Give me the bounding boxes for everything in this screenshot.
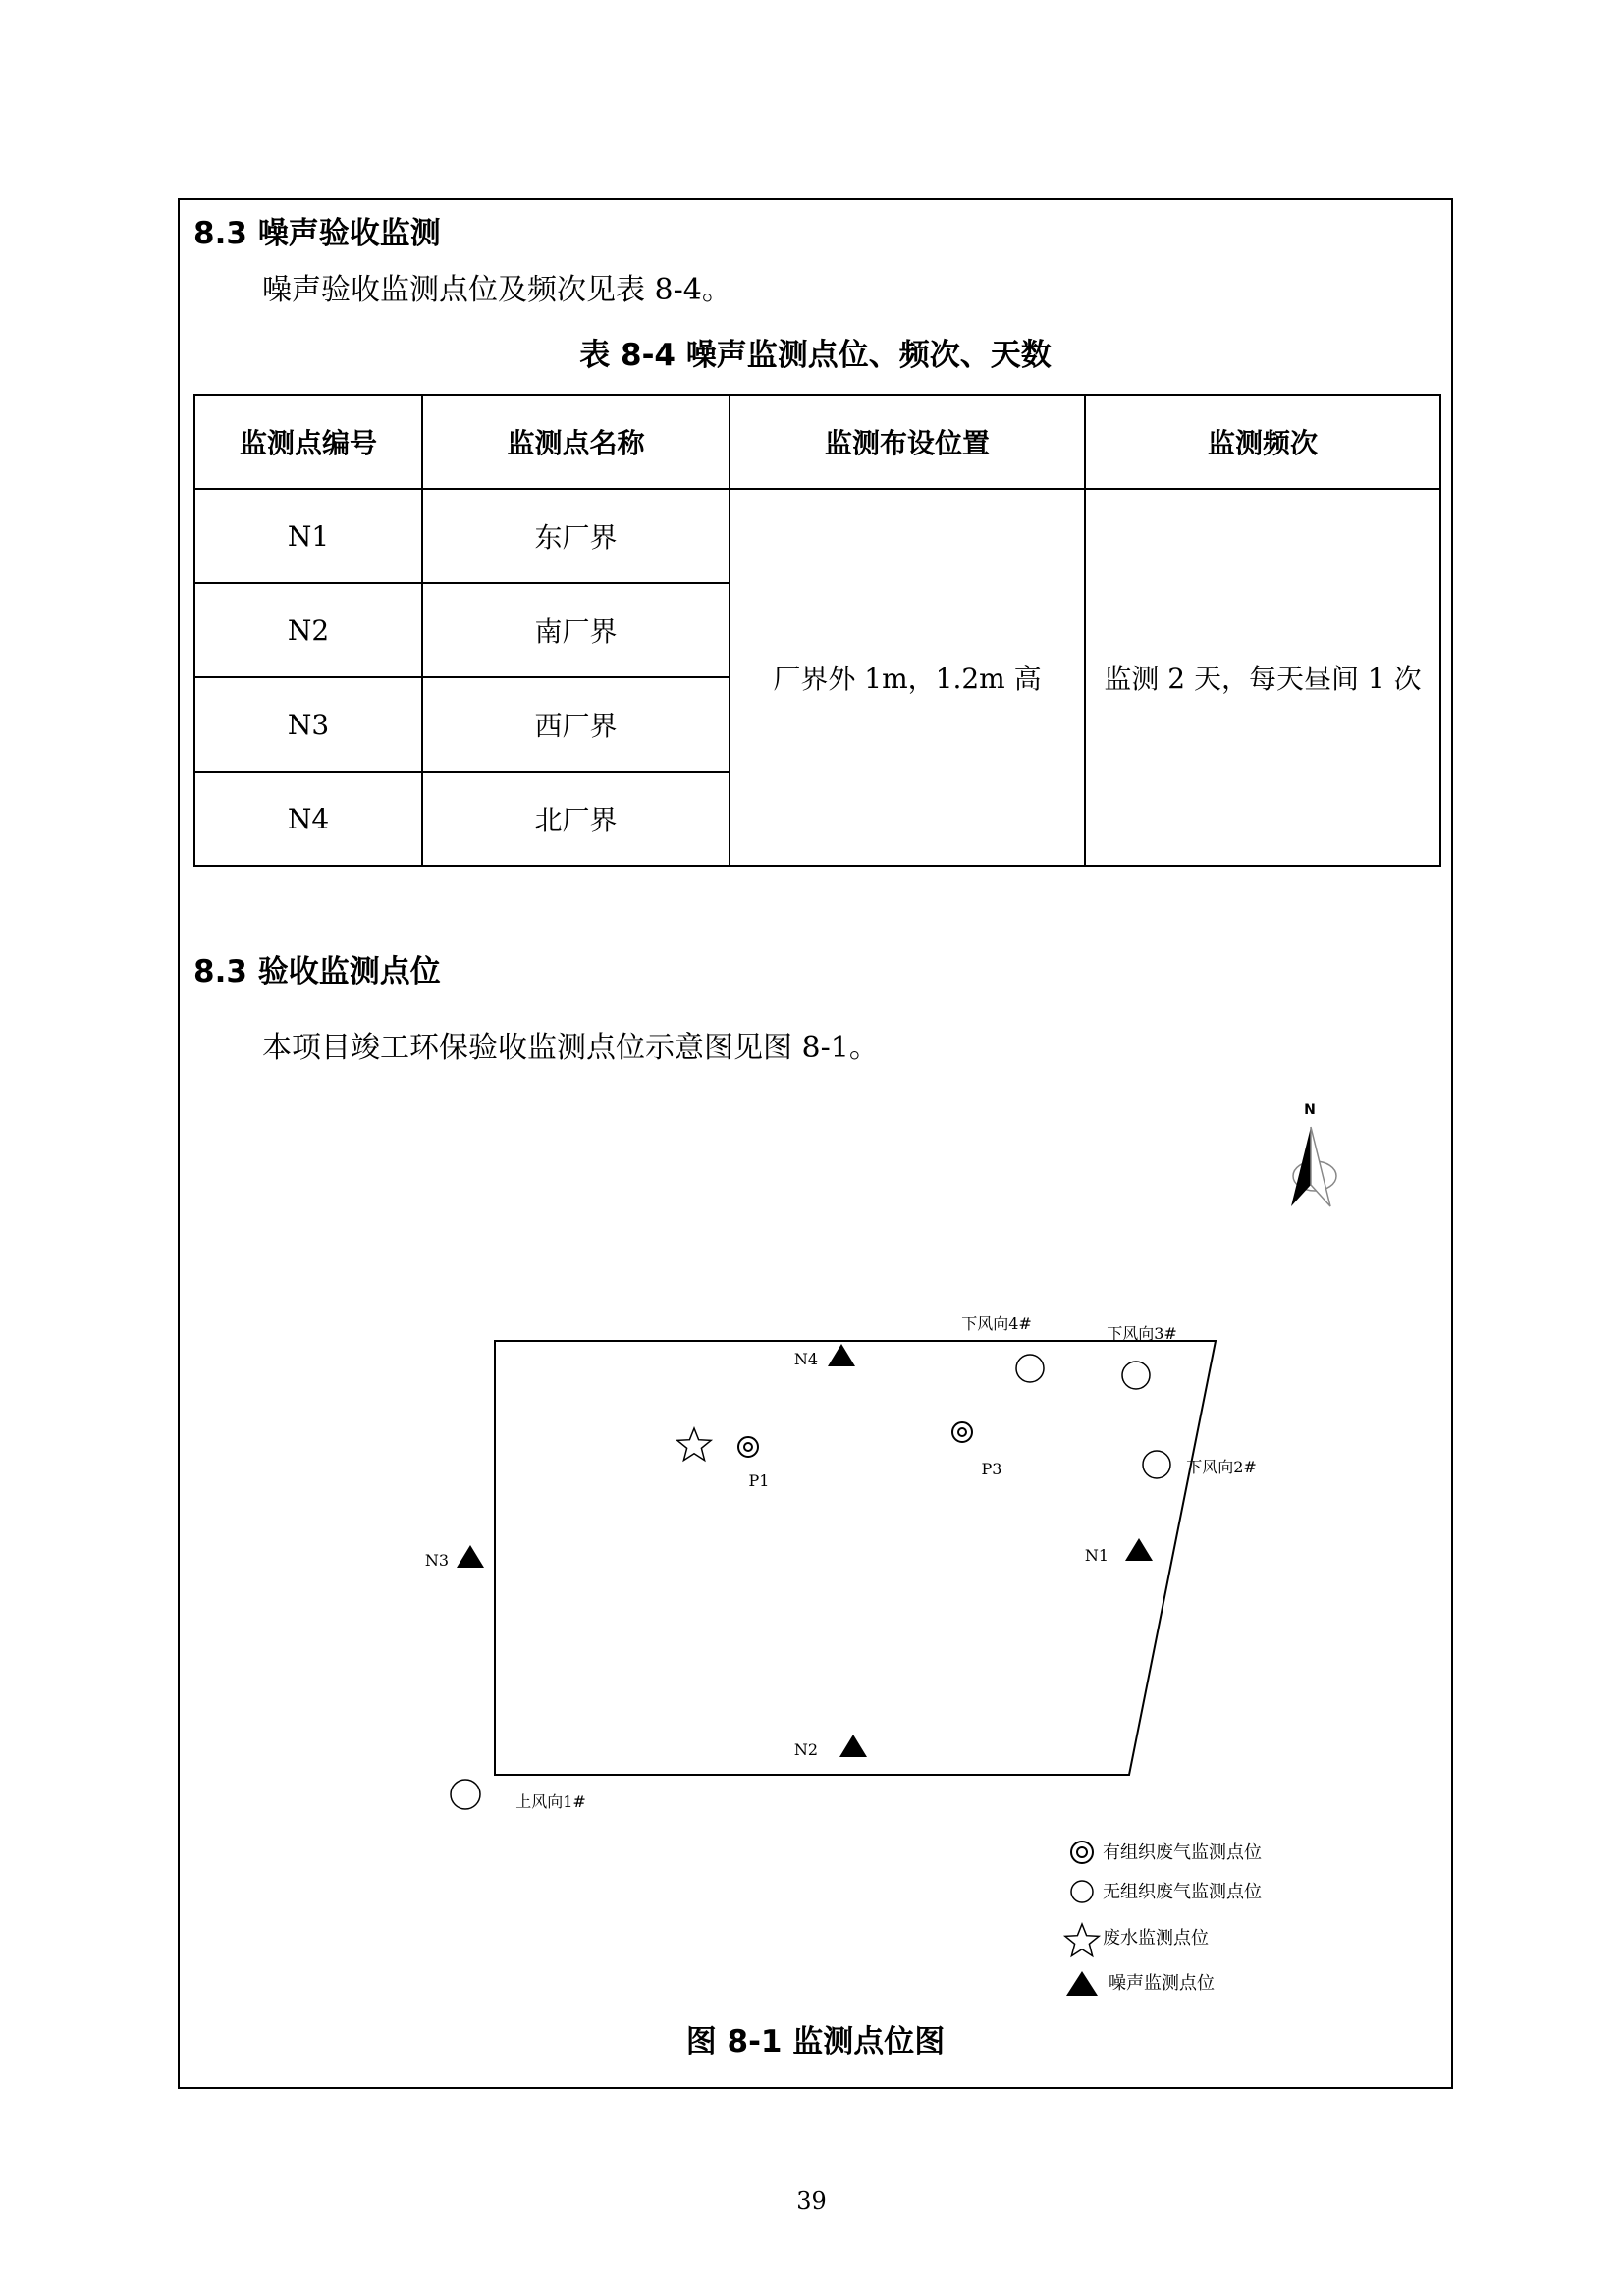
content-frame: [178, 198, 1453, 2089]
header-location: 监测布设位置: [730, 395, 1085, 489]
figure-caption: 图 8-1 监测点位图: [685, 2024, 946, 2059]
legend-noise-label: 噪声监测点位: [1109, 1973, 1215, 1994]
noise-label-n1: N1: [1084, 1546, 1109, 1565]
cell-frequency: 监测 2 天，每天昼间 1 次: [1085, 489, 1440, 866]
legend-wastewater-label: 废水监测点位: [1103, 1928, 1209, 1949]
noise-label-n3: N3: [424, 1551, 450, 1570]
unorganized-gas-point-1: [451, 1780, 480, 1809]
legend-wastewater-star-icon: [1065, 1924, 1099, 1956]
header-point-id: 监测点编号: [194, 395, 422, 489]
cell-point-name: 东厂界: [422, 489, 730, 583]
noise-section-heading: 8.3 噪声验收监测: [193, 216, 441, 251]
points-section-intro: 本项目竣工环保验收监测点位示意图见图 8-1。: [262, 1031, 879, 1065]
cell-location: 厂界外 1m，1.2m 高: [730, 489, 1085, 866]
unorganized-gas-point-4: [1016, 1355, 1044, 1382]
noise-point-n3: [457, 1545, 484, 1568]
legend-organized-gas-icon: [1071, 1842, 1093, 1863]
cell-point-id: N4: [194, 772, 422, 866]
legend-organized-gas-label: 有组织废气监测点位: [1103, 1842, 1262, 1863]
cell-point-name: 北厂界: [422, 772, 730, 866]
unorganized-gas-label-2: 下风向2#: [1186, 1458, 1257, 1476]
legend-noise-triangle-icon: [1066, 1971, 1098, 1996]
page-number: 39: [796, 2187, 827, 2215]
noise-point-n2: [839, 1735, 867, 1757]
cell-point-id: N3: [194, 677, 422, 772]
wastewater-point-star: [677, 1428, 711, 1461]
noise-point-n1: [1125, 1538, 1153, 1561]
monitoring-point-map: [180, 200, 1451, 2087]
header-point-name: 监测点名称: [422, 395, 730, 489]
north-label: N: [1304, 1102, 1316, 1118]
table-caption: 表 8-4 噪声监测点位、频次、天数: [579, 338, 1052, 373]
cell-point-name: 南厂界: [422, 583, 730, 677]
unorganized-gas-point-3: [1122, 1362, 1150, 1389]
cell-point-name: 西厂界: [422, 677, 730, 772]
unorganized-gas-label-3: 下风向3#: [1107, 1324, 1177, 1343]
north-arrow-icon: [1291, 1102, 1336, 1206]
organized-gas-point-p1: [738, 1437, 758, 1457]
noise-point-n4: [828, 1344, 855, 1366]
organized-gas-label-p1: P1: [748, 1471, 770, 1490]
cell-point-id: N2: [194, 583, 422, 677]
unorganized-gas-label-1: 上风向1#: [515, 1792, 586, 1811]
unorganized-gas-point-2: [1143, 1451, 1170, 1478]
organized-gas-label-p3: P3: [981, 1460, 1002, 1478]
header-frequency: 监测频次: [1085, 395, 1440, 489]
noise-label-n4: N4: [793, 1350, 818, 1368]
noise-label-n2: N2: [793, 1740, 818, 1759]
unorganized-gas-label-4: 下风向4#: [961, 1314, 1032, 1333]
legend-unorganized-gas-icon: [1071, 1881, 1093, 1902]
noise-section-intro: 噪声验收监测点位及频次见表 8-4。: [262, 273, 731, 307]
organized-gas-point-p3: [952, 1422, 972, 1442]
legend-unorganized-gas-label: 无组织废气监测点位: [1103, 1882, 1262, 1902]
map-legend: [1065, 1842, 1262, 1996]
points-section-heading: 8.3 验收监测点位: [193, 954, 441, 989]
cell-point-id: N1: [194, 489, 422, 583]
